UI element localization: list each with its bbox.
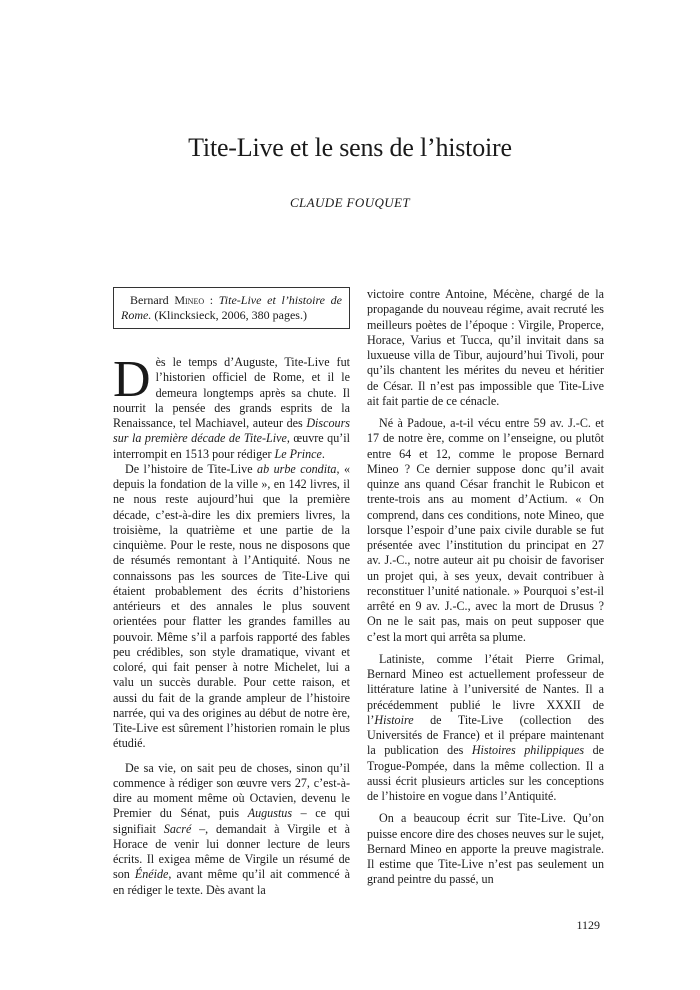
book-reference-box <box>113 287 350 329</box>
paragraph-4: victoire contre Antoine, Mécène, chargé de la propagande du nouveau régime, avait recruté les meilleurs poètes de l’époque : Virgile, Properce, Horace, Varius et Tucca, qu’il invitait dans sa luxueuse villa de Tibur, aujourd’hui Tivoli, pour qu’ils chantent les mérites du neveu et héritier de César. Il n’est pas impossible que Tite-Live ait fait partie de ce cénacle. <box>367 287 604 408</box>
book-publisher: (Klincksieck, 2006, 380 pages.) <box>151 308 307 322</box>
paragraph-3 <box>113 761 350 898</box>
paragraph-2-text-a: De l’histoire de Tite-Live <box>125 461 258 476</box>
paragraph-1-text-c: , œuvre qu’il interrompit en 1513 pour rédiger <box>113 431 350 461</box>
paragraph-3-text-a: De sa vie, on sait peu de choses, sinon qu’il commence à rédiger son œuvre vers 27, c’est-à-dire au moment même où Octavien, devenu le Premier du Sénat, puis <box>113 760 350 821</box>
right-column <box>367 287 604 888</box>
book-title: Tite-Live et l’histoire de Rome. <box>121 293 343 322</box>
paragraph-1-italic-b: Discours sur la première décade de Tite-Live <box>113 416 350 446</box>
left-column <box>113 287 350 898</box>
paragraph-2-italic-b: ab urbe condita <box>257 461 337 476</box>
page-number: 1129 <box>576 918 600 932</box>
paragraph-6-text-e: de Trogue-Pompée, dans la même collection. Il a aussi écrit plusieurs articles sur les conceptions de l’histoire en vogue dans l’Antiquité. <box>367 743 604 803</box>
paragraph-3-italic-f: Énéide <box>134 867 169 882</box>
paragraph-3-text-c: – ce qui signifiait <box>113 806 350 836</box>
book-author-first: Bernard <box>130 293 175 307</box>
paragraph-5: Né à Padoue, a-t-il vécu entre 59 av. J.-C. et 17 de notre ère, comme on l’enseigne, ou plutôt entre 64 et 12, comme le propose Bernard Mineo ? Ce dernier suppose donc qu’il avait quinze ans quand César franchit le Rubicon et trente-trois ans au moment d’Actium. « On comprend, dans ces conditions, note Mineo, que lorsque l’espoir d’une paix civile durable se fut présentée avec l’institution du principat en 27 av. J.-C., notre auteur ait pu choisir de favoriser un projet qui, à ses yeux, devait contribuer à reconstituer l’unité nationale. » Pourquoi s’est-il arrêté en 9 av. J.-C., avec la mort de Drusus ? On ne le sait pas, mais on peut supposer que c’est la mort qui arrêta sa plume. <box>367 416 604 644</box>
paragraph-3-text-e: –, demandait à Virgile et à Horace de venir lui donner lecture de leurs écrits. Il exigea même de Virgile un résumé de son <box>113 821 350 882</box>
paragraph-7: On a beaucoup écrit sur Tite-Live. Qu’on puisse encore dire des choses neuves sur le sujet, Bernard Mineo en apporte la preuve magistrale. Il estime que Tite-Live n’est pas seulement un grand peintre du passé, un <box>367 811 604 887</box>
paragraph-2-text-c: , « depuis la fondation de la ville », en 142 livres, il ne nous reste aujourd’hui que la première décade, c’est-à-dire les dix premiers livres, la troisième, la quatrième et une partie de la cinquième. Pour le reste, nous ne disposons que de résumés remontant à l’Antiquité. Nous ne connaissons pas les sources de Tite-Live qui étaient probablement des écrits d’historiens antérieurs et des annales le plus souvent orientées pour flatter les grandes familles au pouvoir. Même s’il a parfois rapporté des fables peu crédibles, son style dramatique, vivant et coloré, qui fait penser à notre Michelet, lui a valu un succès durable. Pour cette raison, et aussi du fait de la grande ampleur de l’histoire narrée, qui va des origines au début de notre ère, Tite-Live est sûrement l’historien romain le plus étudié. <box>113 461 351 751</box>
drop-cap: D <box>113 351 151 408</box>
article-author: CLAUDE FOUQUET <box>289 195 411 210</box>
book-reference <box>121 293 342 323</box>
book-author-last: Mineo <box>174 293 205 307</box>
paragraph-3-italic-b: Augustus <box>247 806 293 821</box>
paragraph-1 <box>113 351 350 462</box>
paragraph-1-text-a: ès le temps d’Auguste, Tite-Live fut l’historien officiel de Rome, et il le demeura longtemps après sa chute. Il nourrit la pensée des grands esprits de la Renaissance, tel Machiavel, auteur des <box>113 355 350 430</box>
paragraph-1-italic-d: Le Prince <box>274 446 322 461</box>
paragraph-6-text-a: Latiniste, comme l’était Pierre Grimal, Bernard Mineo est actuellement professeur de littérature latine à l’université de Nantes. Il a précédemment publié le livre XXXII de l’ <box>367 651 604 727</box>
paragraph-6-italic-d: Histoires philippiques <box>471 743 585 758</box>
paragraph-3-text-g: , avant même qu’il ait commencé à en rédiger le texte. Dès avant la <box>113 867 350 897</box>
paragraph-2 <box>113 462 350 752</box>
paragraph-6-italic-b: Histoire <box>374 712 414 727</box>
paragraph-6 <box>367 652 604 805</box>
paragraph-6-text-c: de Tite-Live (collection des Universités de France) et il prépare maintenant la publication des <box>367 712 604 758</box>
paragraph-3-italic-d: Sacré <box>163 821 192 836</box>
paragraph-1-text-e: . <box>321 446 325 461</box>
book-separator: : <box>204 293 219 307</box>
article-title: Tite-Live et le sens de l’histoire <box>188 133 512 162</box>
